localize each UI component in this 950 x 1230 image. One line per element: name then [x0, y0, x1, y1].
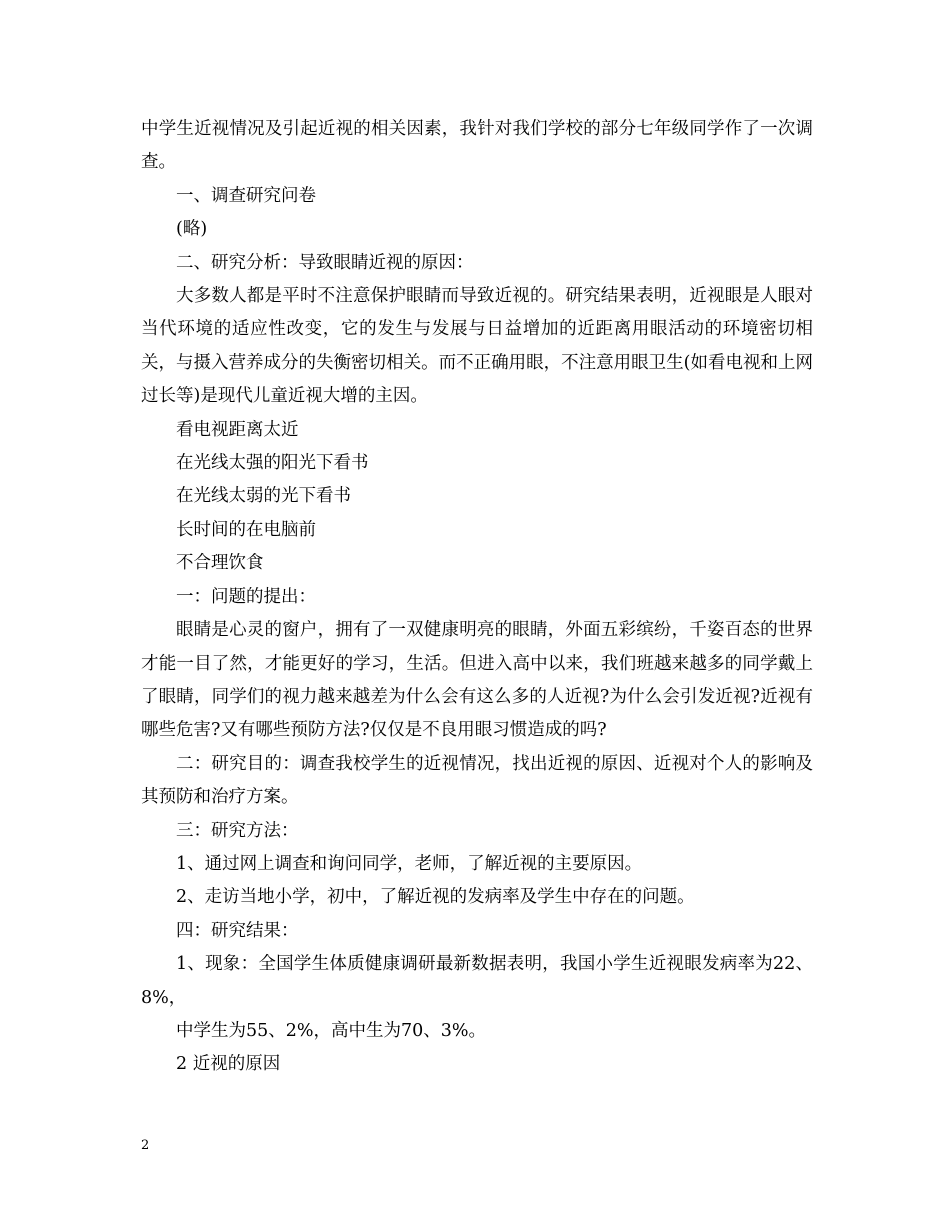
list-item-cause: 长时间的在电脑前	[176, 519, 316, 540]
list-item-cause: 不合理饮食	[176, 553, 264, 574]
page-number: 2	[141, 1138, 150, 1153]
heading-research-results: 四：研究结果：	[176, 920, 299, 941]
heading-problem-statement: 一：问题的提出：	[176, 586, 316, 607]
list-item-cause: 在光线太强的阳光下看书	[176, 453, 369, 474]
paragraph-analysis: 大多数人都是平时不注意保护眼睛而导致近视的。研究结果表明，近视眼是人眼对当代环境的适应性改变，它的发生与发展与日益增加的近距离用眼活动的环境密切相关，与摄入营养成分的失衡密切相关。而不正确用眼，不注意用眼卫生(如看电视和上网过长等)是现代儿童近视大增的主因。	[141, 286, 813, 407]
heading-research-analysis: 二、研究分析：导致眼睛近视的原因：	[176, 252, 474, 273]
heading-research-method: 三：研究方法：	[176, 820, 299, 841]
list-item-method: 1、通过网上调查和询问同学，老师，了解近视的主要原因。	[176, 853, 643, 874]
list-item-method: 2、走访当地小学，初中，了解近视的发病率及学生中存在的问题。	[176, 887, 695, 908]
heading-survey-questionnaire: 一、调查研究问卷	[176, 185, 316, 206]
paragraph-intro: 中学生近视情况及引起近视的相关因素，我针对我们学校的部分七年级同学作了一次调查。	[141, 119, 813, 173]
list-item-cause: 在光线太弱的光下看书	[176, 486, 351, 507]
list-item-cause: 看电视距离太近	[176, 419, 299, 440]
paragraph-result-phenomenon: 1、现象：全国学生体质健康调研最新数据表明，我国小学生近视眼发病率为22、8%，	[141, 954, 813, 1008]
paragraph-research-purpose: 二：研究目的：调查我校学生的近视情况，找出近视的原因、近视对个人的影响及其预防和治疗方案。	[141, 753, 813, 808]
paragraph-problem: 眼睛是心灵的窗户，拥有了一双健康明亮的眼睛，外面五彩缤纷，千姿百态的世界才能一目了然，才能更好的学习，生活。但进入高中以来，我们班越来越多的同学戴上了眼睛，同学们的视力越来越差为什么会有这么多的人近视?为什么会引发近视?近视有哪些危害?又有哪些预防方法?仅仅是不良用眼习惯造成的吗?	[141, 620, 813, 741]
paragraph-result-rates: 中学生为55、2%，高中生为70、3%。	[176, 1020, 487, 1041]
paragraph-omitted: (略)	[176, 219, 208, 240]
document-body	[141, 113, 813, 1082]
heading-myopia-causes: 2 近视的原因	[176, 1054, 281, 1075]
